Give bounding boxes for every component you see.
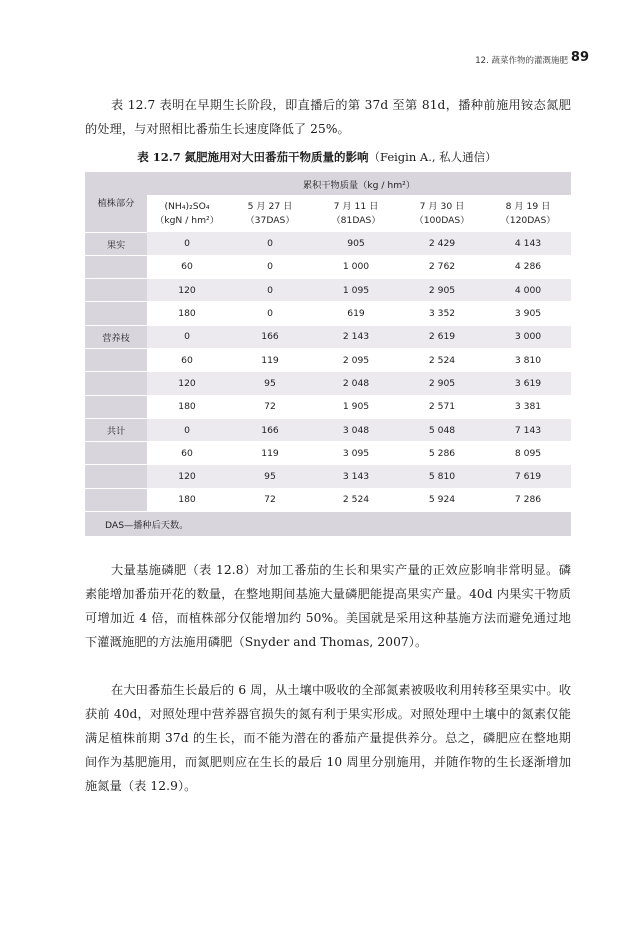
column-header: 7 月 30 日 （100DAS） bbox=[399, 195, 485, 232]
table-cell: 2 143 bbox=[313, 325, 399, 348]
table-cell: 7 619 bbox=[485, 465, 571, 488]
body-paragraph-3: 在大田番茄生长最后的 6 周，从土壤中吸收的全部氮素被吸收利用转移至果实中。收获前 40d，对照处理中营养器官损失的氮有利于果实形成。对照处理中土壤中的氮素仅能满足植株前期 37d 的生长，而不能为潜在的番茄产量提供养分。总之，磷肥应在整地期间作为基肥施用，而氮肥则应在生长的最后 10 周里分别施用，并随作物的生长逐渐增加施氮量（表 12.9）。 bbox=[85, 683, 571, 793]
table-cell: 166 bbox=[227, 418, 313, 441]
group-header: 累积干物质量（kg / hm²） bbox=[147, 172, 571, 195]
table-cell: 2 524 bbox=[313, 488, 399, 511]
table-cell: 2 905 bbox=[399, 372, 485, 395]
body-paragraph-2: 大量基施磷肥（表 12.8）对加工番茄的生长和果实产量的正效应影响非常明显。磷素能增加番茄开花的数量，在整地期间基施大量磷肥能提高果实产量。40d 内果实干物质可增加近 4 倍，而植株部分仅能增加约 50%。美国就是采用这种基施方法而避免通过地下灌溉施肥的方法施用磷肥（Snyder and Thomas, 2007）。 bbox=[85, 563, 571, 649]
table-cell: 95 bbox=[227, 372, 313, 395]
table-cell: 180 bbox=[147, 302, 227, 325]
running-header bbox=[0, 50, 634, 70]
table-cell: 2 095 bbox=[313, 348, 399, 371]
table-footnote: DAS—播种后天数。 bbox=[85, 512, 571, 537]
table-row bbox=[85, 255, 571, 278]
table-cell: 4 000 bbox=[485, 279, 571, 302]
table-cell: 60 bbox=[147, 442, 227, 465]
plant-part-cell bbox=[85, 395, 147, 418]
table-row bbox=[85, 348, 571, 371]
plant-part-cell bbox=[85, 302, 147, 325]
plant-part-cell bbox=[85, 279, 147, 302]
section-title: 12. 蔬菜作物的灌溉施肥 bbox=[475, 56, 568, 66]
table-row bbox=[85, 232, 571, 255]
table-cell: 905 bbox=[313, 232, 399, 255]
column-header: 5 月 27 日 （37DAS） bbox=[227, 195, 313, 232]
table-cell: 120 bbox=[147, 372, 227, 395]
table-cell: 60 bbox=[147, 255, 227, 278]
table-cell: 2 619 bbox=[399, 325, 485, 348]
table-row bbox=[85, 418, 571, 441]
table-cell: 7 286 bbox=[485, 488, 571, 511]
page-number: 89 bbox=[570, 50, 589, 65]
table-cell: 95 bbox=[227, 465, 313, 488]
table-cell: 5 286 bbox=[399, 442, 485, 465]
table-cell: 1 000 bbox=[313, 255, 399, 278]
plant-part-cell: 共计 bbox=[85, 418, 147, 441]
plant-part-cell bbox=[85, 442, 147, 465]
table-cell: 3 381 bbox=[485, 395, 571, 418]
table-cell: 0 bbox=[227, 302, 313, 325]
intro-paragraph: 表 12.7 表明在早期生长阶段，即直播后的第 37d 至第 81d，播种前施用铵态氮肥的处理，与对照相比番茄生长速度降低了 25%。 bbox=[85, 98, 571, 136]
plant-part-cell: 果实 bbox=[85, 232, 147, 255]
table-cell: 0 bbox=[147, 325, 227, 348]
table-cell: 0 bbox=[227, 232, 313, 255]
table-cell: 166 bbox=[227, 325, 313, 348]
plant-part-cell: 营养枝 bbox=[85, 325, 147, 348]
column-header: (NH₄)₂SO₄ （kgN / hm²） bbox=[147, 195, 227, 232]
table-cell: 2 429 bbox=[399, 232, 485, 255]
table-cell: 619 bbox=[313, 302, 399, 325]
table-cell: 7 143 bbox=[485, 418, 571, 441]
table-cell: 1 905 bbox=[313, 395, 399, 418]
table-caption-source: （Feigin A., 私人通信） bbox=[368, 150, 497, 164]
table-cell: 119 bbox=[227, 442, 313, 465]
table-cell: 119 bbox=[227, 348, 313, 371]
plant-part-cell bbox=[85, 372, 147, 395]
table-cell: 2 571 bbox=[399, 395, 485, 418]
table-row bbox=[85, 302, 571, 325]
table-row bbox=[85, 465, 571, 488]
table-cell: 0 bbox=[147, 418, 227, 441]
table-cell: 5 924 bbox=[399, 488, 485, 511]
table-cell: 4 286 bbox=[485, 255, 571, 278]
table-cell: 2 762 bbox=[399, 255, 485, 278]
table-cell: 3 905 bbox=[485, 302, 571, 325]
table-cell: 180 bbox=[147, 395, 227, 418]
table-cell: 5 810 bbox=[399, 465, 485, 488]
table-caption-title: 氮肥施用对大田番茄干物质量的影响 bbox=[184, 150, 369, 164]
table-row bbox=[85, 395, 571, 418]
table-cell: 5 048 bbox=[399, 418, 485, 441]
table-cell: 2 524 bbox=[399, 348, 485, 371]
column-header-row bbox=[85, 195, 571, 232]
table-cell: 2 905 bbox=[399, 279, 485, 302]
table-cell: 72 bbox=[227, 395, 313, 418]
table-cell: 0 bbox=[227, 255, 313, 278]
table-cell: 3 143 bbox=[313, 465, 399, 488]
table-cell: 4 143 bbox=[485, 232, 571, 255]
table-cell: 120 bbox=[147, 279, 227, 302]
plant-part-cell bbox=[85, 348, 147, 371]
table-caption-number: 表 12.7 bbox=[137, 150, 181, 164]
table-cell: 3 619 bbox=[485, 372, 571, 395]
table-row bbox=[85, 279, 571, 302]
table-cell: 3 095 bbox=[313, 442, 399, 465]
table-cell: 2 048 bbox=[313, 372, 399, 395]
plant-part-cell bbox=[85, 488, 147, 511]
table-cell: 1 095 bbox=[313, 279, 399, 302]
table-cell: 72 bbox=[227, 488, 313, 511]
table-cell: 60 bbox=[147, 348, 227, 371]
table-cell: 3 810 bbox=[485, 348, 571, 371]
table-cell: 8 095 bbox=[485, 442, 571, 465]
row-header: 植株部分 bbox=[85, 172, 147, 232]
table-cell: 0 bbox=[147, 232, 227, 255]
table-cell: 3 352 bbox=[399, 302, 485, 325]
table-row bbox=[85, 372, 571, 395]
column-header: 7 月 11 日 （81DAS） bbox=[313, 195, 399, 232]
table-row bbox=[85, 488, 571, 511]
table-caption bbox=[0, 149, 634, 165]
plant-part-cell bbox=[85, 255, 147, 278]
column-header: 8 月 19 日 （120DAS） bbox=[485, 195, 571, 232]
table-cell: 3 048 bbox=[313, 418, 399, 441]
table-cell: 180 bbox=[147, 488, 227, 511]
table-row bbox=[85, 325, 571, 348]
table-cell: 120 bbox=[147, 465, 227, 488]
table-row bbox=[85, 442, 571, 465]
plant-part-cell bbox=[85, 465, 147, 488]
table-cell: 0 bbox=[227, 279, 313, 302]
data-table bbox=[85, 172, 571, 536]
table-cell: 3 000 bbox=[485, 325, 571, 348]
